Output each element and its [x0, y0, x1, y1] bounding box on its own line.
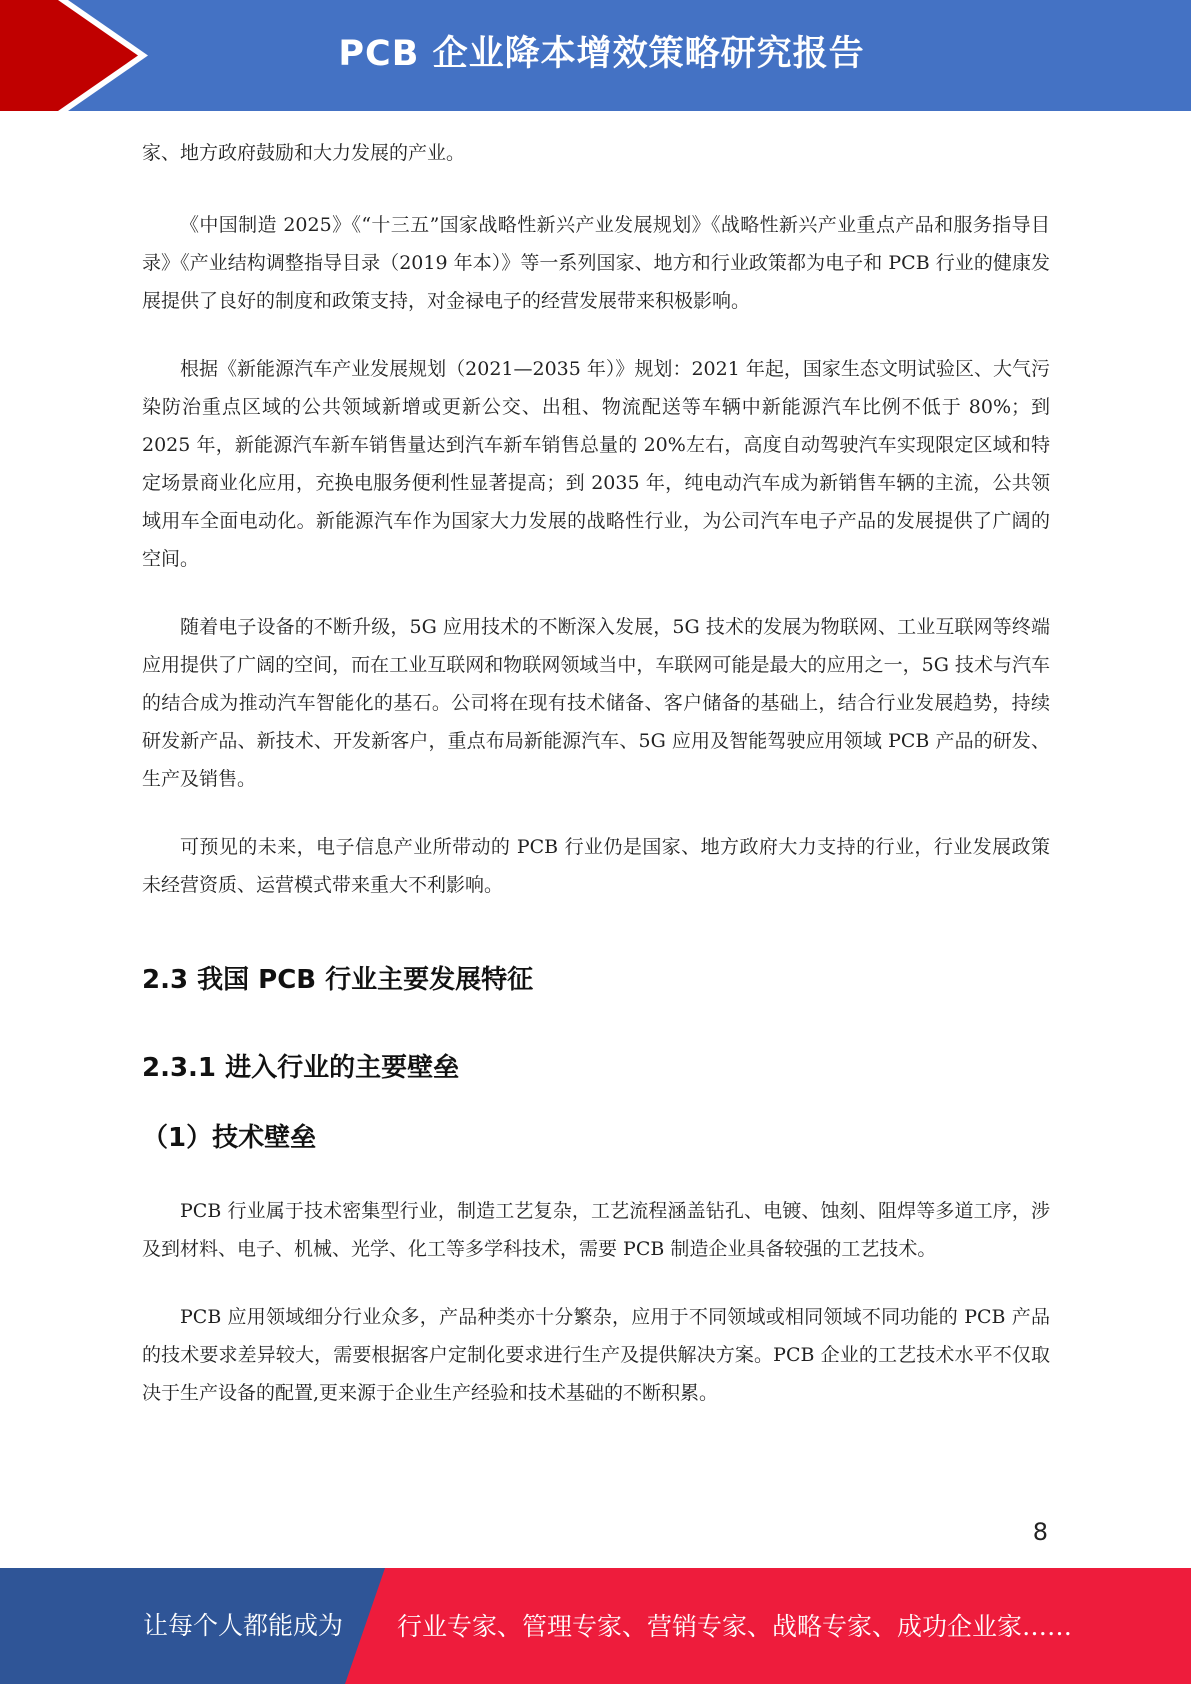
paragraph: PCB 行业属于技术密集型行业，制造工艺复杂，工艺流程涵盖钻孔、电镀、蚀刻、阻焊等多道工序，涉及到材料、电子、机械、光学、化工等多学科技术，需要 PCB 制造企业具备较强的工艺技术。 — [142, 1200, 1050, 1260]
item-heading: （1）技术壁垒 — [142, 1123, 317, 1153]
footer-slogan-left: 让每个人都能成为 — [143, 1611, 344, 1640]
footer-slogan-right: 行业专家、管理专家、营销专家、战略专家、成功企业家…… — [397, 1612, 1073, 1641]
section-heading: 2.3 我国 PCB 行业主要发展特征 — [142, 965, 534, 995]
paragraph: PCB 应用领域细分行业众多，产品种类亦十分繁杂，应用于不同领域或相同领域不同功能的 PCB 产品的技术要求差异较大，需要根据客户定制化要求进行生产及提供解决方案。PCB 企业的工艺技术水平不仅取决于生产设备的配置,更来源于企业生产经验和技术基础的不断积累。 — [142, 1306, 1050, 1404]
page-content — [142, 134, 1050, 1442]
page-header — [0, 0, 1191, 111]
page-footer — [0, 1568, 1191, 1684]
paragraph: 根据《新能源汽车产业发展规划（2021—2035 年）》规划：2021 年起，国家生态文明试验区、大气污染防治重点区域的公共领域新增或更新公交、出租、物流配送等车辆中新能源汽车比例不低于 80%；到 2025 年，新能源汽车新车销售量达到汽车新车销售总量的 20%左右，高度自动驾驶汽车实现限定区域和特定场景商业化应用，充换电服务便利性显著提高；到 2035 年，纯电动汽车成为新销售车辆的主流，公共领域用车全面电动化。新能源汽车作为国家大力发展的战略性行业，为公司汽车电子产品的发展提供了广阔的空间。 — [142, 358, 1050, 570]
paragraph: 可预见的未来，电子信息产业所带动的 PCB 行业仍是国家、地方政府大力支持的行业，行业发展政策未经营资质、运营模式带来重大不利影响。 — [142, 836, 1050, 896]
subsection-heading: 2.3.1 进入行业的主要壁垒 — [142, 1053, 460, 1083]
paragraph: 《中国制造 2025》《“十三五”国家战略性新兴产业发展规划》《战略性新兴产业重点产品和服务指导目录》《产业结构调整指导目录（2019 年本）》等一系列国家、地方和行业政策都为电子和 PCB 行业的健康发展提供了良好的制度和政策支持，对金禄电子的经营发展带来积极影响。 — [142, 214, 1050, 312]
page-number: 8 — [1032, 1518, 1048, 1546]
report-title: PCB 企业降本增效策略研究报告 — [338, 34, 865, 74]
paragraph: 随着电子设备的不断升级，5G 应用技术的不断深入发展，5G 技术的发展为物联网、工业互联网等终端应用提供了广阔的空间，而在工业互联网和物联网领域当中，车联网可能是最大的应用之一，5G 技术与汽车的结合成为推动汽车智能化的基石。公司将在现有技术储备、客户储备的基础上，结合行业发展趋势，持续研发新产品、新技术、开发新客户，重点布局新能源汽车、5G 应用及智能驾驶应用领域 PCB 产品的研发、生产及销售。 — [142, 616, 1050, 790]
paragraph: 家、地方政府鼓励和大力发展的产业。 — [142, 142, 466, 164]
